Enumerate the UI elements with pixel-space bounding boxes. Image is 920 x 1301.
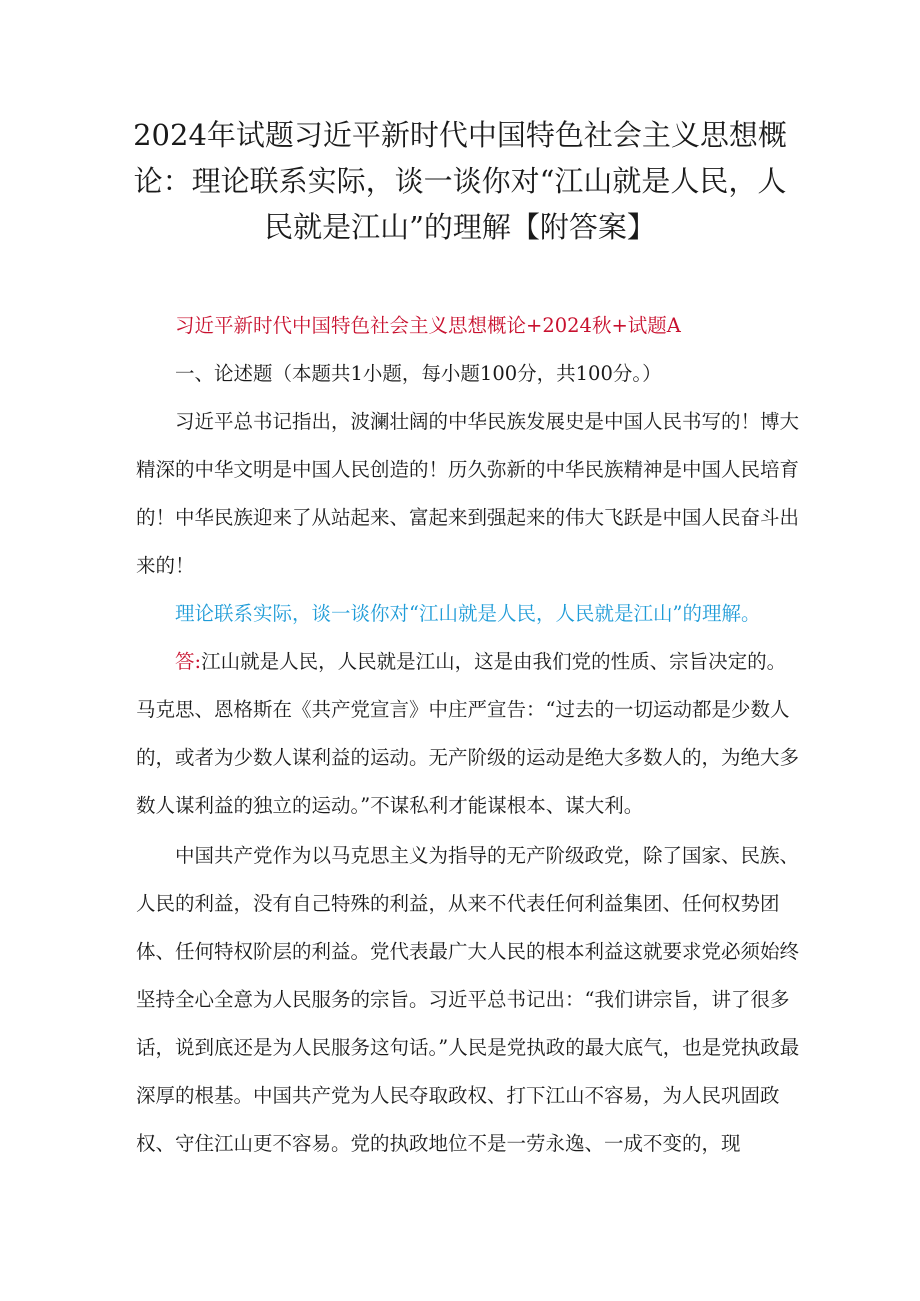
section-heading: 一、论述题（本题共1小题，每小题100分，共100分。） bbox=[175, 362, 662, 385]
text-line: 持全心全意为人民服务的宗旨。习近平总书记出：“我们讲宗旨，讲了很多 bbox=[155, 988, 790, 1011]
text-line: 人民的利益，没有自己特殊的利益，从来不代表任何利益集团、任何权势团体、 bbox=[136, 892, 780, 963]
document-title bbox=[120, 112, 800, 250]
text-line: 固政权、守住江山更不容易。党的执政地位不是一劳永逸、一成不变的，现 bbox=[136, 1084, 780, 1155]
text-line: 大多数人谋利益的独立的运动。”不谋私利才能谋根本、谋大利。 bbox=[136, 746, 800, 817]
answer-paragraph bbox=[136, 638, 800, 830]
exam-subtitle: 习近平新时代中国特色社会主义思想概论+2024秋+试题A bbox=[175, 314, 681, 337]
question-text: 理论联系实际，谈一谈你对“江山就是人民，人民就是江山”的理解。 bbox=[175, 602, 761, 625]
text-line: 江山就是人民，人民就是江山，这是由我们党的性质、宗旨决定的。 bbox=[201, 650, 787, 673]
text-line: 中国共产党作为以马克思主义为指导的无产阶级政党，除了国家、民族、 bbox=[175, 844, 800, 867]
text-line: 民奋斗出来的！ bbox=[136, 506, 800, 577]
text-line: 任何特权阶层的利益。党代表最广大人民的根本利益这就要求党必须始终坚 bbox=[136, 940, 800, 1011]
paragraph-prompt bbox=[136, 398, 800, 590]
text-line: 民培育的！中华民族迎来了从站起来、富起来到强起来的伟大飞跃是中国人 bbox=[136, 458, 800, 529]
title-line: 论：理论联系实际，谈一谈你对“江山就是人民，人 bbox=[133, 164, 787, 198]
paragraph-party bbox=[136, 832, 800, 1168]
text-line: 人的，或者为少数人谋利益的运动。无产阶级的运动是绝大多数人的，为绝 bbox=[136, 698, 790, 769]
text-line: 话，说到底还是为人民服务这句话。”人民是党执政的最大底气，也是党执 bbox=[136, 1036, 761, 1059]
title-line: 2024年试题习近平新时代中国特色社会主义思想概 bbox=[133, 118, 787, 152]
text-line: 政最深厚的根基。中国共产党为人民夺取政权、打下江山不容易，为人民巩 bbox=[136, 1036, 800, 1107]
text-line: 大精深的中华文明是中国人民创造的！历久弥新的中华民族精神是中国人 bbox=[136, 410, 800, 481]
title-line: 民就是江山”的理解【附答案】 bbox=[264, 210, 656, 244]
answer-label: 答: bbox=[175, 650, 202, 673]
text-line: 习近平总书记指出，波澜壮阔的中华民族发展史是中国人民书写的！博 bbox=[175, 410, 780, 433]
text-line: 马克思、恩格斯在《共产党宣言》中庄严宣告：“过去的一切运动都是少数 bbox=[136, 698, 770, 721]
